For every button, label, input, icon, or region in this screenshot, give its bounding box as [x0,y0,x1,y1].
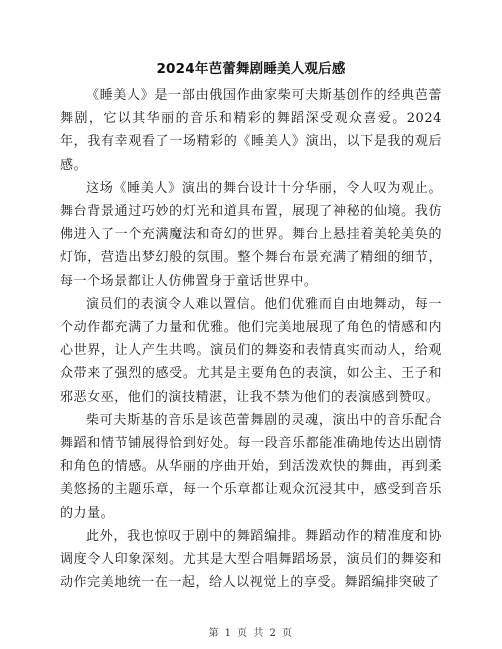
paragraph-1: 《睡美人》是一部由俄国作曲家柴可夫斯基创作的经典芭蕾舞剧，它以其华丽的音乐和精彩的舞蹈深受观众喜爱。2024年，我有幸观看了一场精彩的《睡美人》演出，以下是我的观后感。 [60,88,442,173]
paragraph-4: 柴可夫斯基的音乐是该芭蕾舞剧的灵魂，演出中的音乐配合舞蹈和情节铺展得恰到好处。每一段音乐都能准确地传达出剧情和角色的情感。从华丽的序曲开始，到活泼欢快的舞曲，再到柔美悠扬的主题乐章，每一个乐章都让观众沉浸其中，感受到音乐的力量。 [60,412,442,521]
document-body [60,84,442,594]
paragraph-3: 演员们的表演令人难以置信。他们优雅而自由地舞动，每一个动作都充满了力量和优雅。他们完美地展现了角色的情感和内心世界，让人产生共鸣。演员们的舞姿和表情真实而动人，给观众带来了强烈的感受。尤其是主要角色的表演，如公主、王子和邪恶女巫，他们的演技精湛，让我不禁为他们的表演感到赞叹。 [60,296,442,405]
paragraph-2: 这场《睡美人》演出的舞台设计十分华丽，令人叹为观止。舞台背景通过巧妙的灯光和道具布置，展现了神秘的仙境。我仿佛进入了一个充满魔法和奇幻的世界。舞台上悬挂着美轮美奂的灯饰，营造出梦幻般的氛围。整个舞台布景充满了精细的细节，每一个场景都让人仿佛置身于童话世界中。 [60,180,442,289]
page-number-footer: 第 1 页 共 2 页 [208,628,294,639]
paragraph-5: 此外，我也惊叹于剧中的舞蹈编排。舞蹈动作的精准度和协调度令人印象深刻。尤其是大型合唱舞蹈场景，演员们的舞姿和动作完美地统一在一起，给人以视觉上的享受。舞蹈编排突破了 [60,528,442,591]
document-title: 2024年芭蕾舞剧睡美人观后感 [156,61,346,77]
